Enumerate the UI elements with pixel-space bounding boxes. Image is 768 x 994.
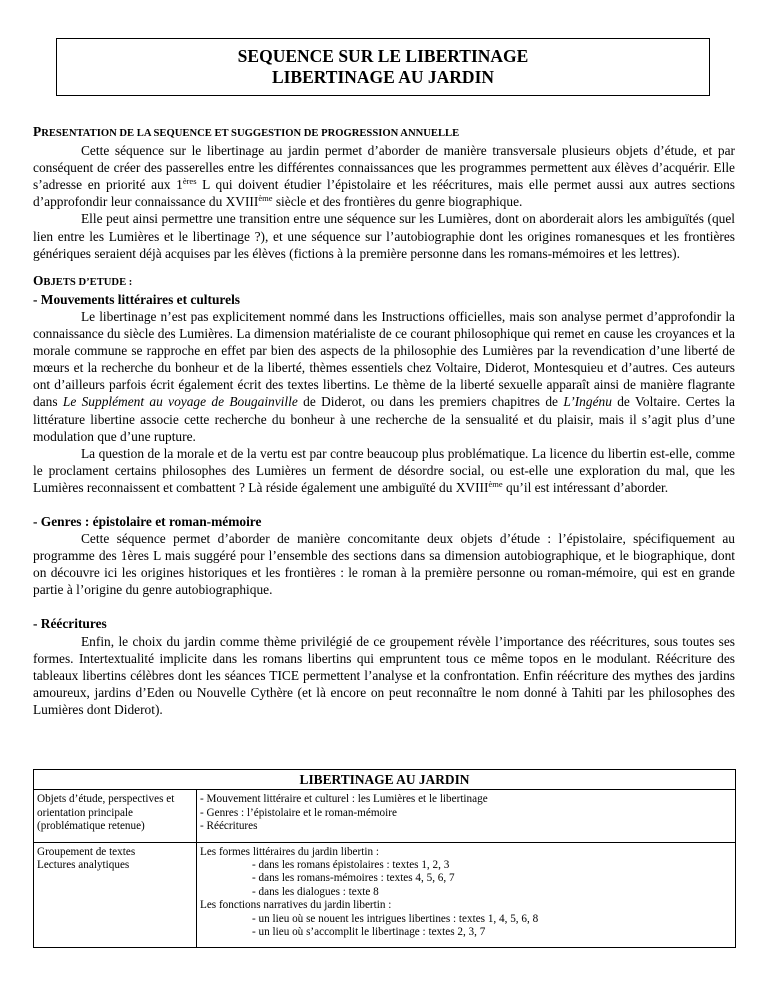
- reecritures-subheading: - Réécritures: [33, 616, 107, 632]
- objets-heading: OBJETS D’ETUDE :: [33, 272, 133, 288]
- presentation-heading: PRESENTATION DE LA SEQUENCE ET SUGGESTION DE PROGRESSION ANNUELLE: [33, 124, 460, 139]
- row-content: Les formes littéraires du jardin libertin : - dans les romans épistolaires : textes 1, 2, 3 - dans les romans-mémoires : textes 4, 5, 6, 7 - dans les dialogues : texte 8 Les fonctions narratives du jardin libertin : - un lieu où se nouent les intrigues libertines : textes 1, 4, 5, 6, 8 - un lieu où s’accomplit le libertinage : textes 2, 3, 7: [197, 842, 736, 948]
- mouvements-subheading: - Mouvements littéraires et culturels: [33, 291, 240, 307]
- progression-table: [33, 769, 736, 948]
- table-header: LIBERTINAGE AU JARDIN: [34, 770, 736, 790]
- table-row: [34, 842, 736, 948]
- main-content: [33, 123, 735, 718]
- row-content: - Mouvement littéraire et culturel : les Lumières et le libertinage - Genres : l’épistolaire et le roman-mémoire - Réécritures: [197, 790, 736, 842]
- reecritures-paragraph: Enfin, le choix du jardin comme thème privilégié de ce groupement révèle l’importance des réécritures, sous toutes ses formes. Intertextualité implicite dans les romans libertins qui empruntent tous ce même topos en le modulant. Réécriture des tableaux libertins célèbres dont les séances TICE permettent l’analyse et la confrontation. Enfin réécriture des mythes des jardins amoureux, jardins d’Eden ou Nouvelle Cythère (et là encore on peut reconnaître le nom donné à Tahiti par les philosophes des Lumières dont Diderot).: [33, 633, 735, 717]
- row-label: Objets d’étude, perspectives et orientation principale (problématique retenue): [34, 790, 197, 842]
- presentation-paragraph-2: Elle peut ainsi permettre une transition entre une séquence sur les Lumières, dont on aborderait alors les ambiguïtés (quel lien entre les Lumières et le libertinage ?), et une séquence sur l’autobiographie dont les origines romanesques et les frontières génériques seraient déjà acquises par les élèves (fictions à la première personne dans les romans-mémoires et les lettres).: [33, 211, 735, 261]
- table-row: [34, 790, 736, 842]
- title-line-1: SEQUENCE SUR LE LIBERTINAGE: [237, 46, 529, 66]
- mouvements-paragraph-2: La question de la morale et de la vertu est par contre beaucoup plus problématique. La licence du libertin est-elle, comme le proclament certains philosophes des Lumières un ferment de désordre social, ou est-elle une exploration du mal, que les Lumières reconnaissent et combattent ? Là réside également une ambiguïté du XVIIIème qu’il est intéressant d’aborder.: [33, 445, 735, 495]
- title-box: [56, 38, 710, 96]
- row-label: Groupement de textes Lectures analytiques: [34, 842, 197, 948]
- mouvements-paragraph-1: Le libertinage n’est pas explicitement nommé dans les Instructions officielles, mais son analyse permet d’approfondir la connaissance du siècle des Lumières. La dimension matérialiste de ce courant philosophique qui remet en cause les croyances et la morale commune se rapproche en effet par bien des aspects de la philosophie des Lumières par la revendication d’une liberté de mœurs et la recherche du bonheur et de la liberté, thèmes essentiels chez Voltaire, Diderot, Montesquieu et d’autres. Ces auteurs ont d’ailleurs parfois écrit également écrit des textes libertins. Le thème de la liberté sexuelle apparaît ainsi de manière flagrante dans Le Supplément au voyage de Bougainville de Diderot, ou dans les premiers chapitres de L’Ingénu de Voltaire. Certes la littérature libertine associe cette recherche du bonheur à une recherche de la sensualité et du plaisir, mais il s’agit plus d’une modulation que d’une rupture.: [33, 308, 735, 444]
- genres-paragraph: Cette séquence permet d’aborder de manière concomitante deux objets d’étude : l’épistolaire, spécifiquement au programme des 1ères L mais suggéré pour l’ensemble des sections dans sa dimension autobiographique, et le biographique, dont on découvre ici les origines historiques et les frontières : le roman à la première personne ou roman-mémoire, qui est en grande partie à l’origine du genre autobiographique.: [33, 531, 735, 598]
- presentation-paragraph-1: Cette séquence sur le libertinage au jardin permet d’aborder de manière transversale plusieurs objets d’étude, et par conséquent de créer des passerelles entre les différentes connaissances que les programmes permettent aux élèves d’acquérir. Elle s’adresse en priorité aux 1ères L qui doivent étudier l’épistolaire et les réécritures, mais elle permet aussi aux autres sections d’approfondir leur connaissance du XVIIIème siècle et des frontières du genre biographique.: [33, 143, 735, 210]
- title-line-2: LIBERTINAGE AU JARDIN: [271, 67, 495, 87]
- genres-subheading: - Genres : épistolaire et roman-mémoire: [33, 513, 262, 529]
